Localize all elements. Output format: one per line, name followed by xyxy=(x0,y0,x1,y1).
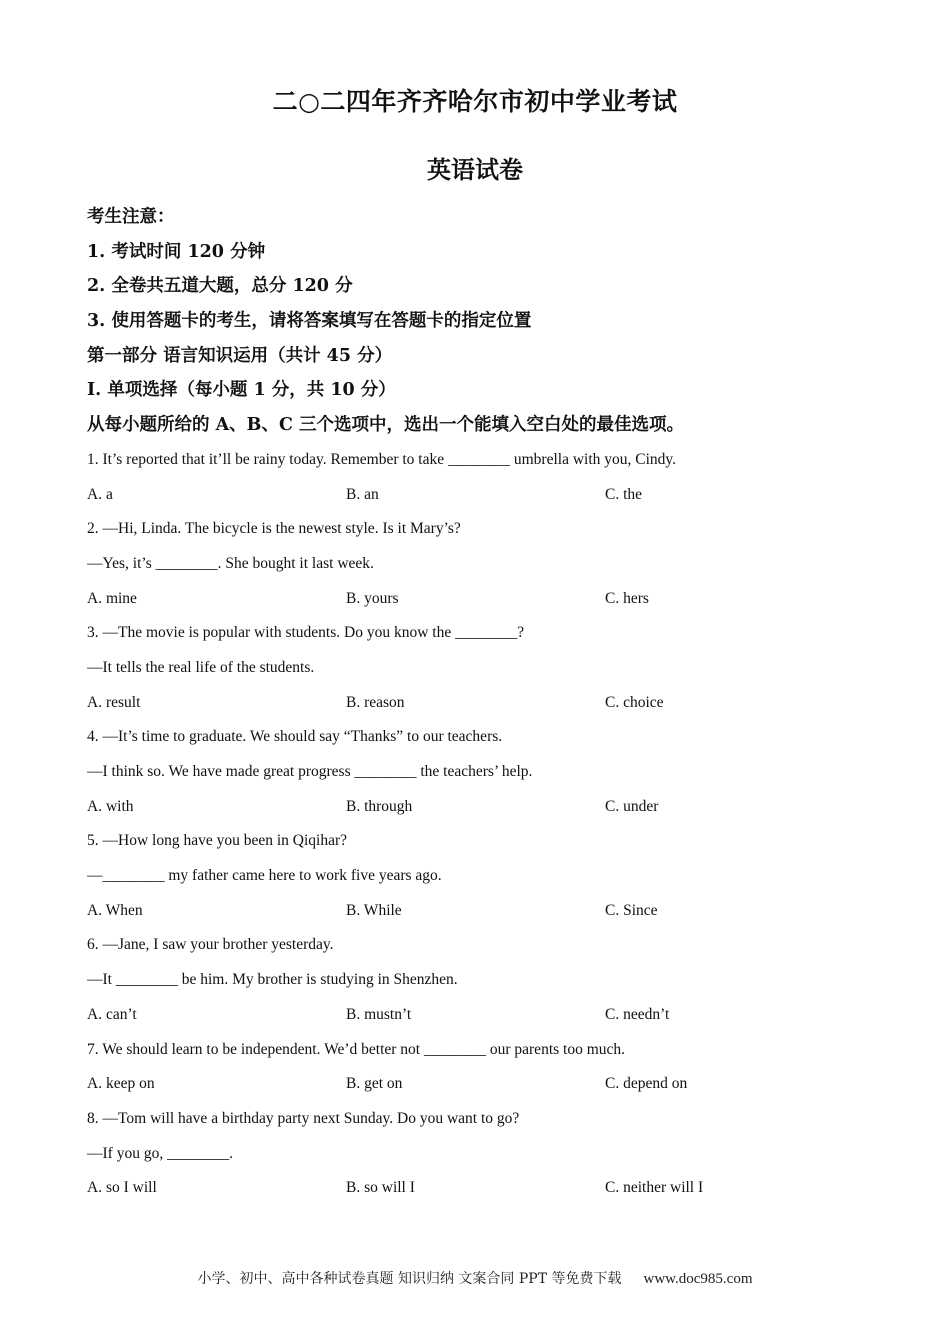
question-stem: 3. —The movie is popular with students. Do you know the ________? xyxy=(87,624,524,642)
footer-link[interactable]: www.doc985.com xyxy=(643,1271,753,1287)
option-a[interactable]: A. can’t xyxy=(87,1005,137,1023)
question-stem: 2. —Hi, Linda. The bicycle is the newest style. Is it Mary’s? xyxy=(87,520,461,538)
option-a[interactable]: A. result xyxy=(87,693,141,711)
exam-body xyxy=(87,200,877,1206)
question-stem: 1. It’s reported that it’ll be rainy today. Remember to take ________ umbrella with you, Cindy. xyxy=(87,450,677,468)
option-c[interactable]: C. depend on xyxy=(605,1075,688,1093)
question-stem: —If you go, ________. xyxy=(87,1144,233,1162)
notice-item: 2. 全卷共五道大题，总分 120 分 xyxy=(87,276,353,297)
question-options xyxy=(87,478,877,513)
option-b[interactable]: B. through xyxy=(346,797,413,815)
question-options xyxy=(87,582,877,617)
option-b[interactable]: B. so will I xyxy=(346,1179,415,1197)
question-stem: —It tells the real life of the students. xyxy=(87,658,315,676)
question-options xyxy=(87,894,877,929)
exam-subtitle: 英语试卷 xyxy=(427,155,523,184)
question-stem: —It ________ be him. My brother is studying in Shenzhen. xyxy=(87,971,458,989)
question-stem: —I think so. We have made great progress ________ the teachers’ help. xyxy=(87,763,533,780)
notice-heading: 考生注意： xyxy=(87,207,175,227)
option-b[interactable]: B. an xyxy=(346,485,379,503)
question-options xyxy=(87,790,877,825)
option-c[interactable]: C. Since xyxy=(605,901,658,919)
option-c[interactable]: C. choice xyxy=(605,693,664,711)
option-c[interactable]: C. the xyxy=(605,485,643,503)
notice-item: 3. 使用答题卡的考生，请将答案填写在答题卡的指定位置 xyxy=(87,311,532,332)
page-footer xyxy=(0,1268,950,1288)
option-c[interactable]: C. needn’t xyxy=(605,1005,670,1023)
question-options xyxy=(87,998,877,1033)
question-stem: 7. We should learn to be independent. We’d better not ________ our parents too much. xyxy=(87,1040,626,1058)
footer-text: 小学、初中、高中各种试卷真题 知识归纳 文案合同 PPT 等免费下载 xyxy=(197,1271,622,1287)
option-a[interactable]: A. mine xyxy=(87,589,137,607)
question-options xyxy=(87,1171,877,1206)
question-stem: —________ my father came here to work five years ago. xyxy=(87,867,442,885)
option-a[interactable]: A. When xyxy=(87,901,143,919)
question-options xyxy=(87,686,877,721)
option-c[interactable]: C. neither will I xyxy=(605,1179,704,1197)
option-b[interactable]: B. mustn’t xyxy=(346,1005,412,1023)
question-stem: 5. —How long have you been in Qiqihar? xyxy=(87,832,347,850)
question-stem: 8. —Tom will have a birthday party next Sunday. Do you want to go? xyxy=(87,1109,520,1127)
section-instruction: 从每小题所给的 A、B、C 三个选项中，选出一个能填入空白处的最佳选项。 xyxy=(87,415,684,436)
option-a[interactable]: A. a xyxy=(87,485,113,503)
option-b[interactable]: B. While xyxy=(346,901,402,919)
question-options xyxy=(87,1067,877,1102)
question-stem: 6. —Jane, I saw your brother yesterday. xyxy=(87,936,334,954)
option-a[interactable]: A. so I will xyxy=(87,1179,157,1197)
question-stem: —Yes, it’s ________. She bought it last week. xyxy=(87,554,374,572)
option-a[interactable]: A. keep on xyxy=(87,1075,155,1093)
option-b[interactable]: B. reason xyxy=(346,693,405,711)
question-stem: 4. —It’s time to graduate. We should say “Thanks” to our teachers. xyxy=(87,728,503,746)
option-c[interactable]: C. under xyxy=(605,797,659,815)
option-b[interactable]: B. get on xyxy=(346,1075,403,1093)
section-heading: I. 单项选择（每小题 1 分，共 10 分） xyxy=(87,380,396,401)
notice-item: 1. 考试时间 120 分钟 xyxy=(87,241,266,262)
option-c[interactable]: C. hers xyxy=(605,589,649,607)
option-a[interactable]: A. with xyxy=(87,797,134,815)
option-b[interactable]: B. yours xyxy=(346,589,399,607)
exam-title: 二○二四年齐齐哈尔市初中学业考试 xyxy=(272,87,678,116)
part-heading: 第一部分 语言知识运用（共计 45 分） xyxy=(87,345,393,366)
